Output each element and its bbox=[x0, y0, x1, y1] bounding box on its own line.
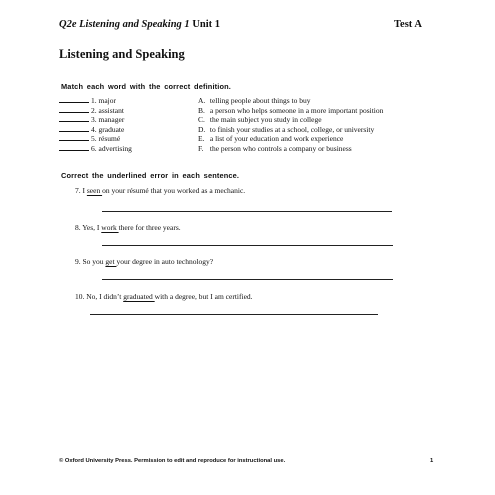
question-text: with a degree, but I am certified. bbox=[154, 292, 253, 301]
word-row bbox=[59, 144, 132, 154]
word-number: 1. bbox=[91, 96, 97, 105]
definition-text: the person who controls a company or business bbox=[209, 143, 352, 153]
answer-blank[interactable] bbox=[59, 134, 89, 141]
answer-blank[interactable] bbox=[59, 115, 89, 122]
question-text: your degree in auto technology? bbox=[116, 257, 214, 266]
definition-row bbox=[198, 106, 383, 116]
definition-text: the main subject you study in college bbox=[209, 115, 322, 125]
definition-letter: B. bbox=[198, 105, 205, 115]
definition-letter: C. bbox=[198, 115, 205, 125]
question-number: 7. bbox=[75, 186, 81, 195]
answer-blank[interactable] bbox=[59, 106, 89, 113]
page-number: 1 bbox=[430, 458, 434, 464]
answer-line[interactable] bbox=[102, 245, 393, 246]
definition-text: a person who helps someone in a more important position bbox=[209, 105, 384, 115]
word-list bbox=[59, 96, 132, 154]
answer-line[interactable] bbox=[90, 314, 378, 315]
word-number: 4. bbox=[91, 124, 97, 134]
word-row bbox=[59, 115, 132, 125]
copyright-footer: © Oxford University Press. Permission to edit and reproduce for instructional use. bbox=[59, 458, 286, 464]
answer-blank[interactable] bbox=[59, 96, 89, 103]
definition-row bbox=[198, 96, 383, 106]
definition-letter: A. bbox=[198, 96, 206, 105]
question-7 bbox=[75, 186, 245, 195]
test-label: Test A bbox=[394, 19, 422, 30]
definition-text: to finish your studies at a school, college, or university bbox=[209, 124, 375, 134]
definition-row bbox=[198, 125, 383, 135]
underlined-error: get bbox=[105, 257, 117, 266]
word-text: graduate bbox=[98, 124, 125, 134]
question-text: No, I didn’t bbox=[86, 292, 124, 301]
underlined-error: seen bbox=[86, 186, 103, 195]
question-text: there for three years. bbox=[118, 223, 181, 232]
word-row bbox=[59, 106, 132, 116]
word-text: major bbox=[98, 96, 116, 105]
section-title: Listening and Speaking bbox=[59, 47, 185, 61]
question-10 bbox=[75, 292, 253, 301]
unit-label: Unit 1 bbox=[192, 19, 221, 30]
underlined-error: graduated bbox=[123, 292, 155, 301]
question-number: 8. bbox=[75, 223, 81, 232]
word-row bbox=[59, 134, 132, 144]
word-number: 3. bbox=[91, 115, 97, 125]
definition-letter: D. bbox=[198, 124, 206, 134]
question-9 bbox=[75, 257, 213, 266]
word-row bbox=[59, 125, 132, 135]
underlined-error: work bbox=[101, 223, 119, 232]
matching-instructions: Match each word with the correct definition. bbox=[61, 82, 231, 91]
question-number: 10. bbox=[75, 292, 85, 301]
definition-letter: F. bbox=[198, 143, 204, 153]
word-text: advertising bbox=[98, 143, 132, 153]
word-number: 6. bbox=[91, 143, 97, 153]
definition-row bbox=[198, 115, 383, 125]
word-text: assistant bbox=[98, 105, 124, 115]
definition-text: telling people about things to buy bbox=[209, 96, 311, 105]
correction-instructions: Correct the underlined error in each sentence. bbox=[61, 171, 240, 180]
word-number: 5. bbox=[91, 134, 97, 144]
course-title: Q2e Listening and Speaking 1 bbox=[59, 19, 190, 30]
definition-list bbox=[198, 96, 383, 154]
question-number: 9. bbox=[75, 257, 81, 266]
answer-blank[interactable] bbox=[59, 144, 89, 151]
answer-line[interactable] bbox=[102, 279, 393, 280]
question-text: Yes, I bbox=[82, 223, 102, 232]
definition-text: a list of your education and work experience bbox=[209, 134, 344, 144]
question-text: I bbox=[82, 186, 87, 195]
word-text: manager bbox=[98, 115, 125, 125]
question-text: on your résumé that you worked as a mechanic. bbox=[102, 186, 246, 195]
answer-line[interactable] bbox=[102, 211, 392, 212]
question-8 bbox=[75, 223, 181, 232]
document-header-title bbox=[59, 19, 220, 30]
word-number: 2. bbox=[91, 105, 97, 115]
question-text: So you bbox=[82, 257, 106, 266]
definition-letter: E. bbox=[198, 134, 205, 144]
answer-blank[interactable] bbox=[59, 125, 89, 132]
definition-row bbox=[198, 144, 383, 154]
definition-row bbox=[198, 134, 383, 144]
word-text: résumé bbox=[98, 134, 121, 144]
word-row bbox=[59, 96, 132, 106]
